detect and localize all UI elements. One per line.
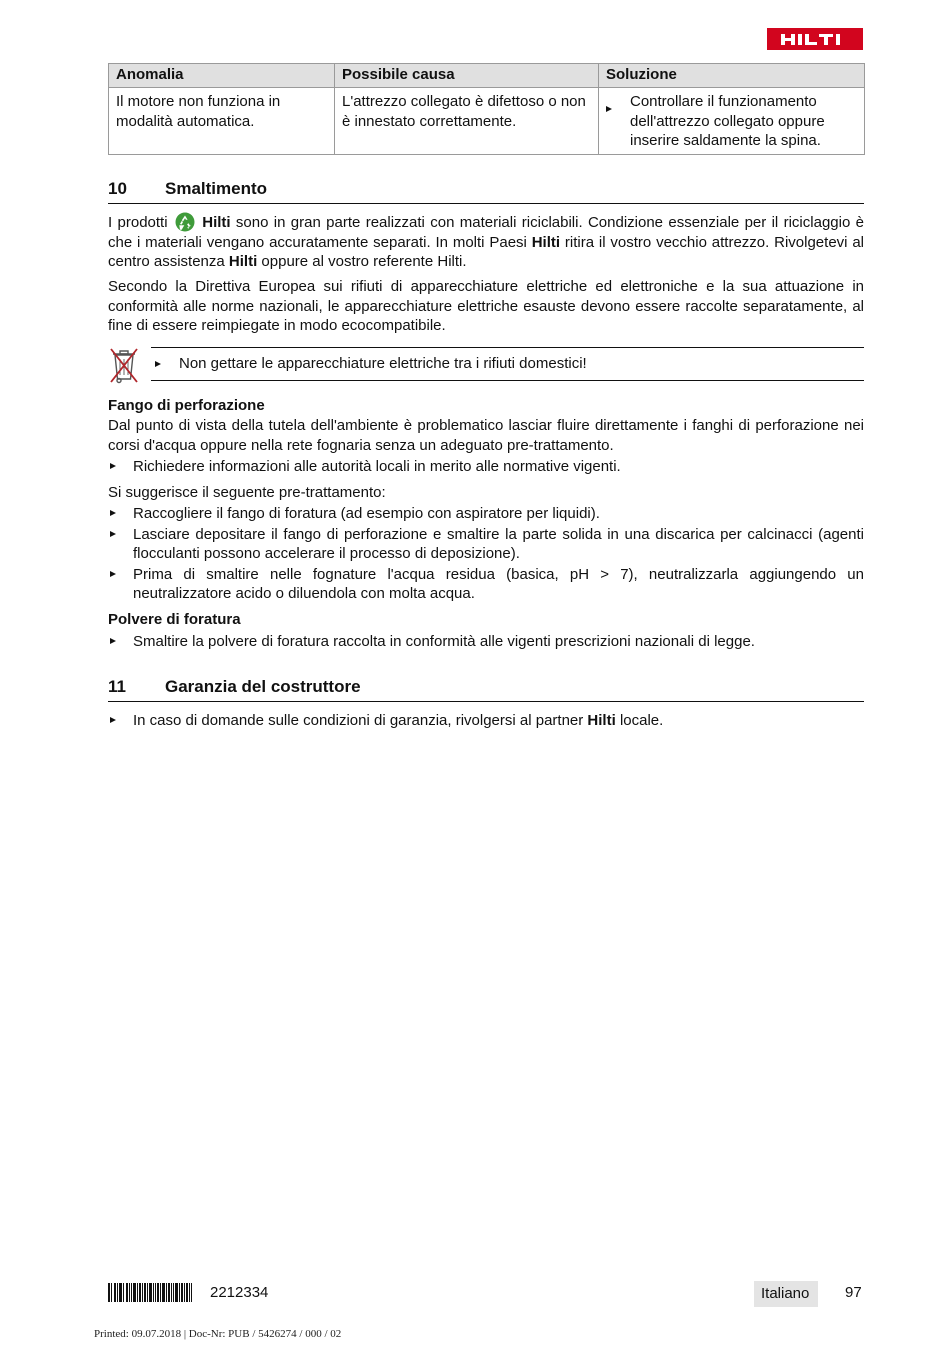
page-number: 97 [845,1284,862,1301]
column-header-causa: Possibile causa [335,64,599,88]
column-header-soluzione: Soluzione [599,64,865,88]
polvere-heading: Polvere di foratura [108,611,241,628]
bullet-triangle-icon [110,717,116,723]
section-title: Garanzia del costruttore [165,677,361,696]
language-text: Italiano [761,1285,810,1302]
pretreatment-bullet-list [108,504,864,604]
text-run: I prodotti [108,214,168,231]
brand-name: Hilti [202,214,231,231]
list-item-text: In caso di domande sulle condizioni di garanzia, rivolgersi al partner [133,712,584,729]
cell-solution [599,88,865,155]
section-11-heading [108,677,864,702]
fango-paragraph: Dal punto di vista della tutela dell'ambiente è problematico lasciar fluire direttamente i fanghi di perforazione nei corsi d'acqua oppure nella rete fognaria senza un adeguato pre-trattamento. [108,417,864,454]
table-header-row [109,64,865,88]
cell-anomaly: Il motore non funziona in modalità automatica. [109,88,335,155]
brand-name: Hilti [587,712,616,729]
list-item [108,565,864,604]
bullet-triangle-icon [110,463,116,469]
warranty-bullet-list [108,711,864,731]
bullet-triangle-icon [110,638,116,644]
hilti-logo [767,28,863,50]
section-number: 10 [108,179,127,198]
text-run: sono in gran parte realizzati con materiali riciclabili. Condizione essenziale per il riciclaggio è che i materiali vengano accuratamente separati. In molti Paesi [108,214,864,251]
list-item-text: Smaltire la polvere di foratura raccolta in conformità alle vigenti prescrizioni nazionali di legge. [133,633,755,650]
bullet-triangle-icon [110,571,116,577]
cell-cause: L'attrezzo collegato è difettoso o non è innestato correttamente. [335,88,599,155]
list-item [108,711,864,731]
bullet-triangle-icon [110,510,116,516]
list-item [108,525,864,564]
language-label [754,1281,818,1307]
bullet-triangle-icon [155,361,161,367]
warning-text: Non gettare le apparecchiature elettriche tra i rifiuti domestici! [179,355,587,372]
solution-text: Controllare il funzionamento dell'attrezzo collegato oppure inserire saldamente la spina. [630,93,825,149]
list-item-text: Lasciare depositare il fango di perforazione e smaltire la parte solida in una discarica per calcinacci (agenti flocculanti possono accelerare il processo di deposizione). [133,525,864,562]
text-run: ritira il vostro vecchio attrezzo. Rivolgetevi al centro assistenza [108,233,865,270]
troubleshooting-table [108,63,865,155]
crossed-bin-icon [108,345,140,385]
section-10-heading [108,179,864,204]
document-number: 2212334 [210,1284,269,1301]
fango-bullet-list [108,457,864,477]
bullet-triangle-icon [606,106,612,112]
bullet-triangle-icon [110,531,116,537]
list-item [108,457,864,477]
weee-directive-paragraph: Secondo la Direttiva Europea sui rifiuti di apparecchiature elettriche ed elettroniche e la sua attuazione in conformità alle norme nazionali, le apparecchiature elettriche esauste devono essere raccolte separatamente, al fine di essere reimpiegate in modo ecocompatibile. [108,278,864,334]
brand-name: Hilti [228,253,258,270]
list-item-text: locale. [619,712,664,729]
list-item [108,504,864,524]
list-item-text: Prima di smaltire nelle fognature l'acqua residua (basica, pH > 7), neutralizzarla aggiungendo un neutralizzatore acido o diluendola con molta acqua. [133,565,864,602]
section-title: Smaltimento [165,179,268,198]
table-row [109,88,865,155]
recycle-icon [175,212,195,232]
list-item [108,632,864,652]
polvere-bullet-list [108,632,864,652]
pretreatment-intro: Si suggerisce il seguente pre-trattamento: [108,484,386,501]
brand-name: Hilti [531,233,561,251]
column-header-anomalia: Anomalia [109,64,335,88]
weee-warning [108,345,864,385]
barcode-icon [108,1283,192,1302]
fango-heading: Fango di perforazione [108,397,265,414]
section-number: 11 [108,677,126,696]
list-item-text: Raccogliere il fango di foratura (ad esempio con aspiratore per liquidi). [133,505,600,522]
print-info: Printed: 09.07.2018 | Doc-Nr: PUB / 5426274 / 000 / 02 [94,1328,342,1340]
disposal-paragraph [108,212,864,272]
warning-box [151,347,864,381]
list-item-text: Richiedere informazioni alle autorità locali in merito alle normative vigenti. [133,458,621,475]
text-run: oppure al vostro referente Hilti. [261,253,467,270]
